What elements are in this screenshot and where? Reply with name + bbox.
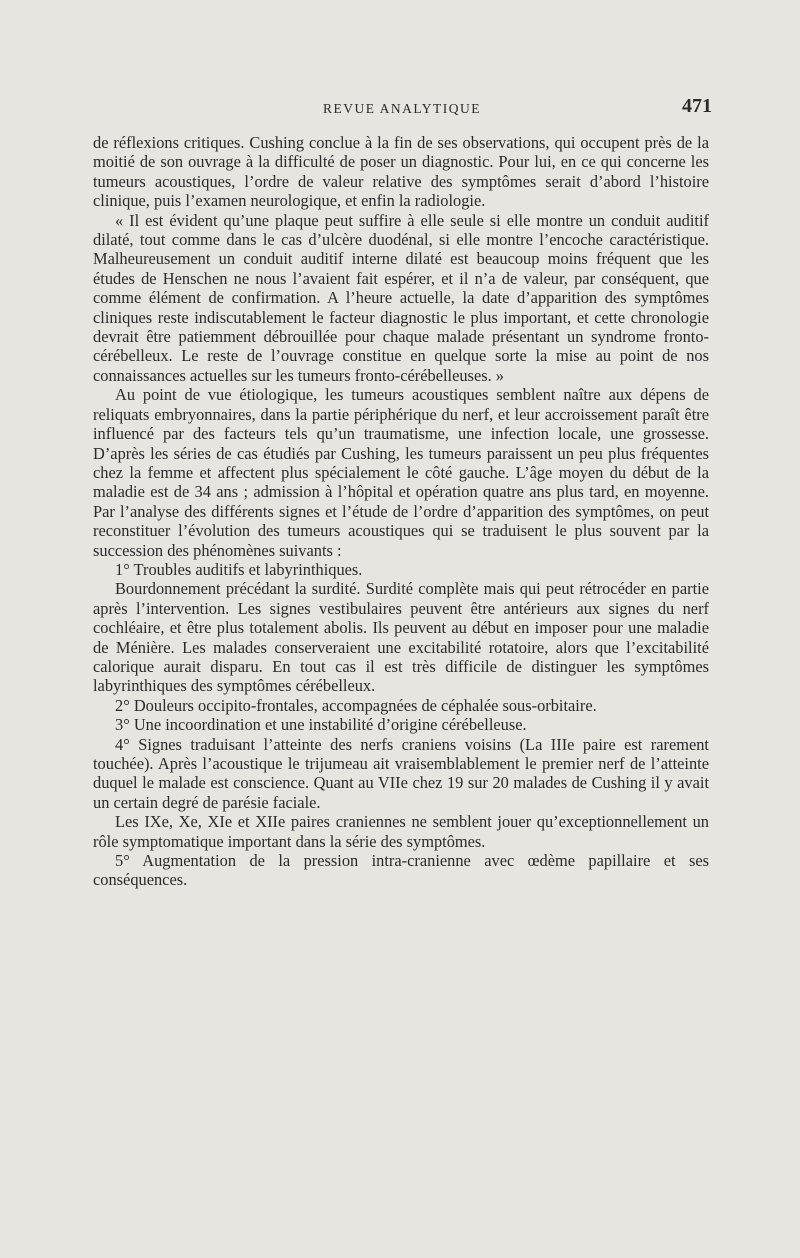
paragraph: 1° Troubles auditifs et labyrinthiques. — [115, 559, 363, 579]
page-number: 471 — [682, 95, 712, 117]
paragraph: 3° Une incoordination et une instabilité d’origine cérébelleuse. — [115, 715, 527, 735]
running-head: REVUE ANALYTIQUE — [322, 101, 481, 116]
paragraph: Au point de vue étiologique, les tumeurs acoustiques semblent naître aux dépens de reliquats embryonnaires, dans la partie périphérique du nerf, et leur accroissement paraît être influencé par des facteurs tels qu’un traumatisme, une infection locale, une grossesse. D’après les séries de cas étudiés par Cushing, les tumeurs paraissent un peu plus fréquentes chez la femme et affectent plus spécialement le côté gauche. L’âge moyen du début de la maladie est de 34 ans ; admission à l’hôpital et opération quatre ans plus tard, en moyenne. Par l’analyse des différents signes et l’étude de l’ordre d’apparition des symptômes, on peut reconstituer l’évolution des tumeurs acoustiques qui se traduisent le plus souvent par la succession des phénomènes suivants : — [93, 385, 709, 560]
paragraph: Bourdonnement précédant la surdité. Surdité complète mais qui peut rétrocéder en partie après l’intervention. Les signes vestibulaires peuvent être antérieurs aux signes du nerf cochléaire, et être plus totalement abolis. Ils peuvent au début en imposer pour une maladie de Ménière. Les malades conserveraient une excitabilité rotatoire, alors que l’excitabilité calorique aurait disparu. En tout cas il est très difficile de distinguer les symptômes labyrinthiques des symptômes cérébelleux. — [93, 579, 709, 696]
paragraph: Les IXe, Xe, XIe et XIIe paires craniennes ne semblent jouer qu’exceptionnellement un rôle symptomatique important dans la série des symptômes. — [93, 812, 709, 851]
paragraph: 4° Signes traduisant l’atteinte des nerfs craniens voisins (La IIIe paire est rarement touchée). Après l’acoustique le trijumeau ait vraisemblablement le premier nerf de l’atteinte duquel le malade est conscience. Quant au VIIe chez 19 sur 20 malades de Cushing il y avait un certain degré de parésie faciale. — [93, 734, 709, 812]
page-header — [92, 95, 712, 119]
paragraph: de réflexions critiques. Cushing conclue à la fin de ses observations, qui occupent près de la moitié de son ouvrage à la difficulté de poser un diagnostic. Pour lui, en ce qui concerne les tumeurs acoustiques, l’ordre de valeur relative des symptômes serait d’abord l’histoire clinique, puis l’examen neurologique, et enfin la radiologie. — [93, 133, 709, 211]
paragraph: 5° Augmentation de la pression intra-cranienne avec œdème papillaire et ses conséquences. — [93, 851, 709, 890]
paragraph: « Il est évident qu’une plaque peut suffire à elle seule si elle montre un conduit auditif dilaté, tout comme dans le cas d’ulcère duodénal, si elle montre l’encoche caractéristique. Malheureusement un conduit auditif interne dilaté est beaucoup moins fréquent que les études de Henschen ne nous l’avaient fait espérer, et il n’a de valeur, par conséquent, que comme élément de confirmation. A l’heure actuelle, la date d’apparition des symptômes cliniques reste indiscutablement le facteur diagnostic le plus important, et cette chronologie devrait être patiemment débrouillée pour chaque malade présentant un syndrome fronto-cérébelleux. Le reste de l’ouvrage constitue en quelque sorte la mise au point de nos connaissances actuelles sur les tumeurs fronto-cérébelleuses. » — [93, 210, 709, 385]
paragraph: 2° Douleurs occipito-frontales, accompagnées de céphalée sous-orbitaire. — [115, 695, 597, 715]
body-text — [93, 133, 709, 890]
